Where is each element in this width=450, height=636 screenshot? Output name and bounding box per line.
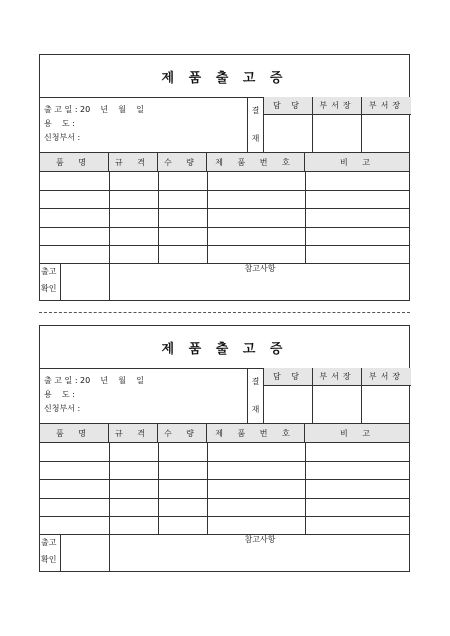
table-row[interactable] (40, 227, 409, 228)
confirm-line-2: 확인 (41, 284, 57, 293)
approval-cell-dept-head[interactable] (313, 97, 362, 152)
column-divider (207, 443, 208, 534)
approval-cell-manager[interactable] (264, 97, 313, 152)
header-item-name: 품 명 (40, 424, 109, 442)
release-confirm-label (40, 263, 61, 301)
table-row[interactable] (40, 190, 409, 191)
notes-label: 참고사항 (244, 264, 276, 273)
approval-cell-dept-head-2[interactable] (362, 368, 411, 423)
approval-label-1: 결 (251, 106, 260, 115)
approval-head: 부서장 (362, 97, 411, 115)
form-title: 제 품 출 고 증 (40, 326, 409, 369)
form-title: 제 품 출 고 증 (40, 55, 409, 98)
purpose-field[interactable]: 용 도 : (44, 390, 75, 399)
table-row[interactable] (40, 208, 409, 209)
table-row[interactable] (40, 479, 409, 480)
table-header (40, 152, 409, 172)
approval-label-2: 재 (251, 405, 260, 414)
approval-head: 부서장 (313, 368, 361, 386)
header-spec: 규 격 (109, 153, 158, 171)
header-quantity: 수 량 (158, 153, 207, 171)
notes-label: 참고사항 (244, 535, 276, 544)
approval-head: 부서장 (362, 368, 411, 386)
approval-cell-dept-head[interactable] (313, 368, 362, 423)
column-divider (305, 172, 306, 263)
approval-head: 담 당 (264, 368, 312, 386)
column-divider (109, 443, 110, 534)
release-confirm-label (40, 534, 61, 572)
info-block (44, 374, 144, 416)
info-block (44, 103, 144, 145)
approval-head: 담 당 (264, 97, 312, 115)
table-row[interactable] (40, 245, 409, 246)
table-header (40, 423, 409, 443)
header-remarks: 비 고 (340, 428, 376, 438)
header-spec: 규 격 (109, 424, 158, 442)
table-row[interactable] (40, 498, 409, 499)
header-remarks: 비 고 (340, 157, 376, 167)
department-field[interactable]: 신청부서 : (44, 133, 81, 142)
department-field[interactable]: 신청부서 : (44, 404, 81, 413)
confirm-line-2: 확인 (41, 555, 57, 564)
approval-head: 부서장 (313, 97, 361, 115)
table-row[interactable] (40, 516, 409, 517)
approval-label (247, 97, 264, 152)
cut-line (39, 312, 410, 313)
column-divider (305, 443, 306, 534)
header-product-number: 제 품 번 호 (207, 424, 305, 442)
header-item-name: 품 명 (40, 153, 109, 171)
approval-label-1: 결 (251, 377, 260, 386)
approval-label-2: 재 (251, 134, 260, 143)
table-row[interactable] (40, 461, 409, 462)
purpose-field[interactable]: 용 도 : (44, 119, 75, 128)
column-divider (109, 172, 110, 263)
confirm-line-1: 출고 (41, 267, 57, 276)
approval-label (247, 368, 264, 423)
approval-cell-dept-head-2[interactable] (362, 97, 411, 152)
column-divider (158, 443, 159, 534)
column-divider (158, 172, 159, 263)
header-product-number: 제 품 번 호 (207, 153, 305, 171)
release-form-2 (39, 325, 410, 572)
confirm-line-1: 출고 (41, 538, 57, 547)
header-quantity: 수 량 (158, 424, 207, 442)
release-date-field[interactable]: 출 고 일 : 20 년 월 일 (44, 105, 144, 114)
approval-cell-manager[interactable] (264, 368, 313, 423)
column-divider (207, 172, 208, 263)
release-date-field[interactable]: 출 고 일 : 20 년 월 일 (44, 376, 144, 385)
release-form-1 (39, 54, 410, 301)
